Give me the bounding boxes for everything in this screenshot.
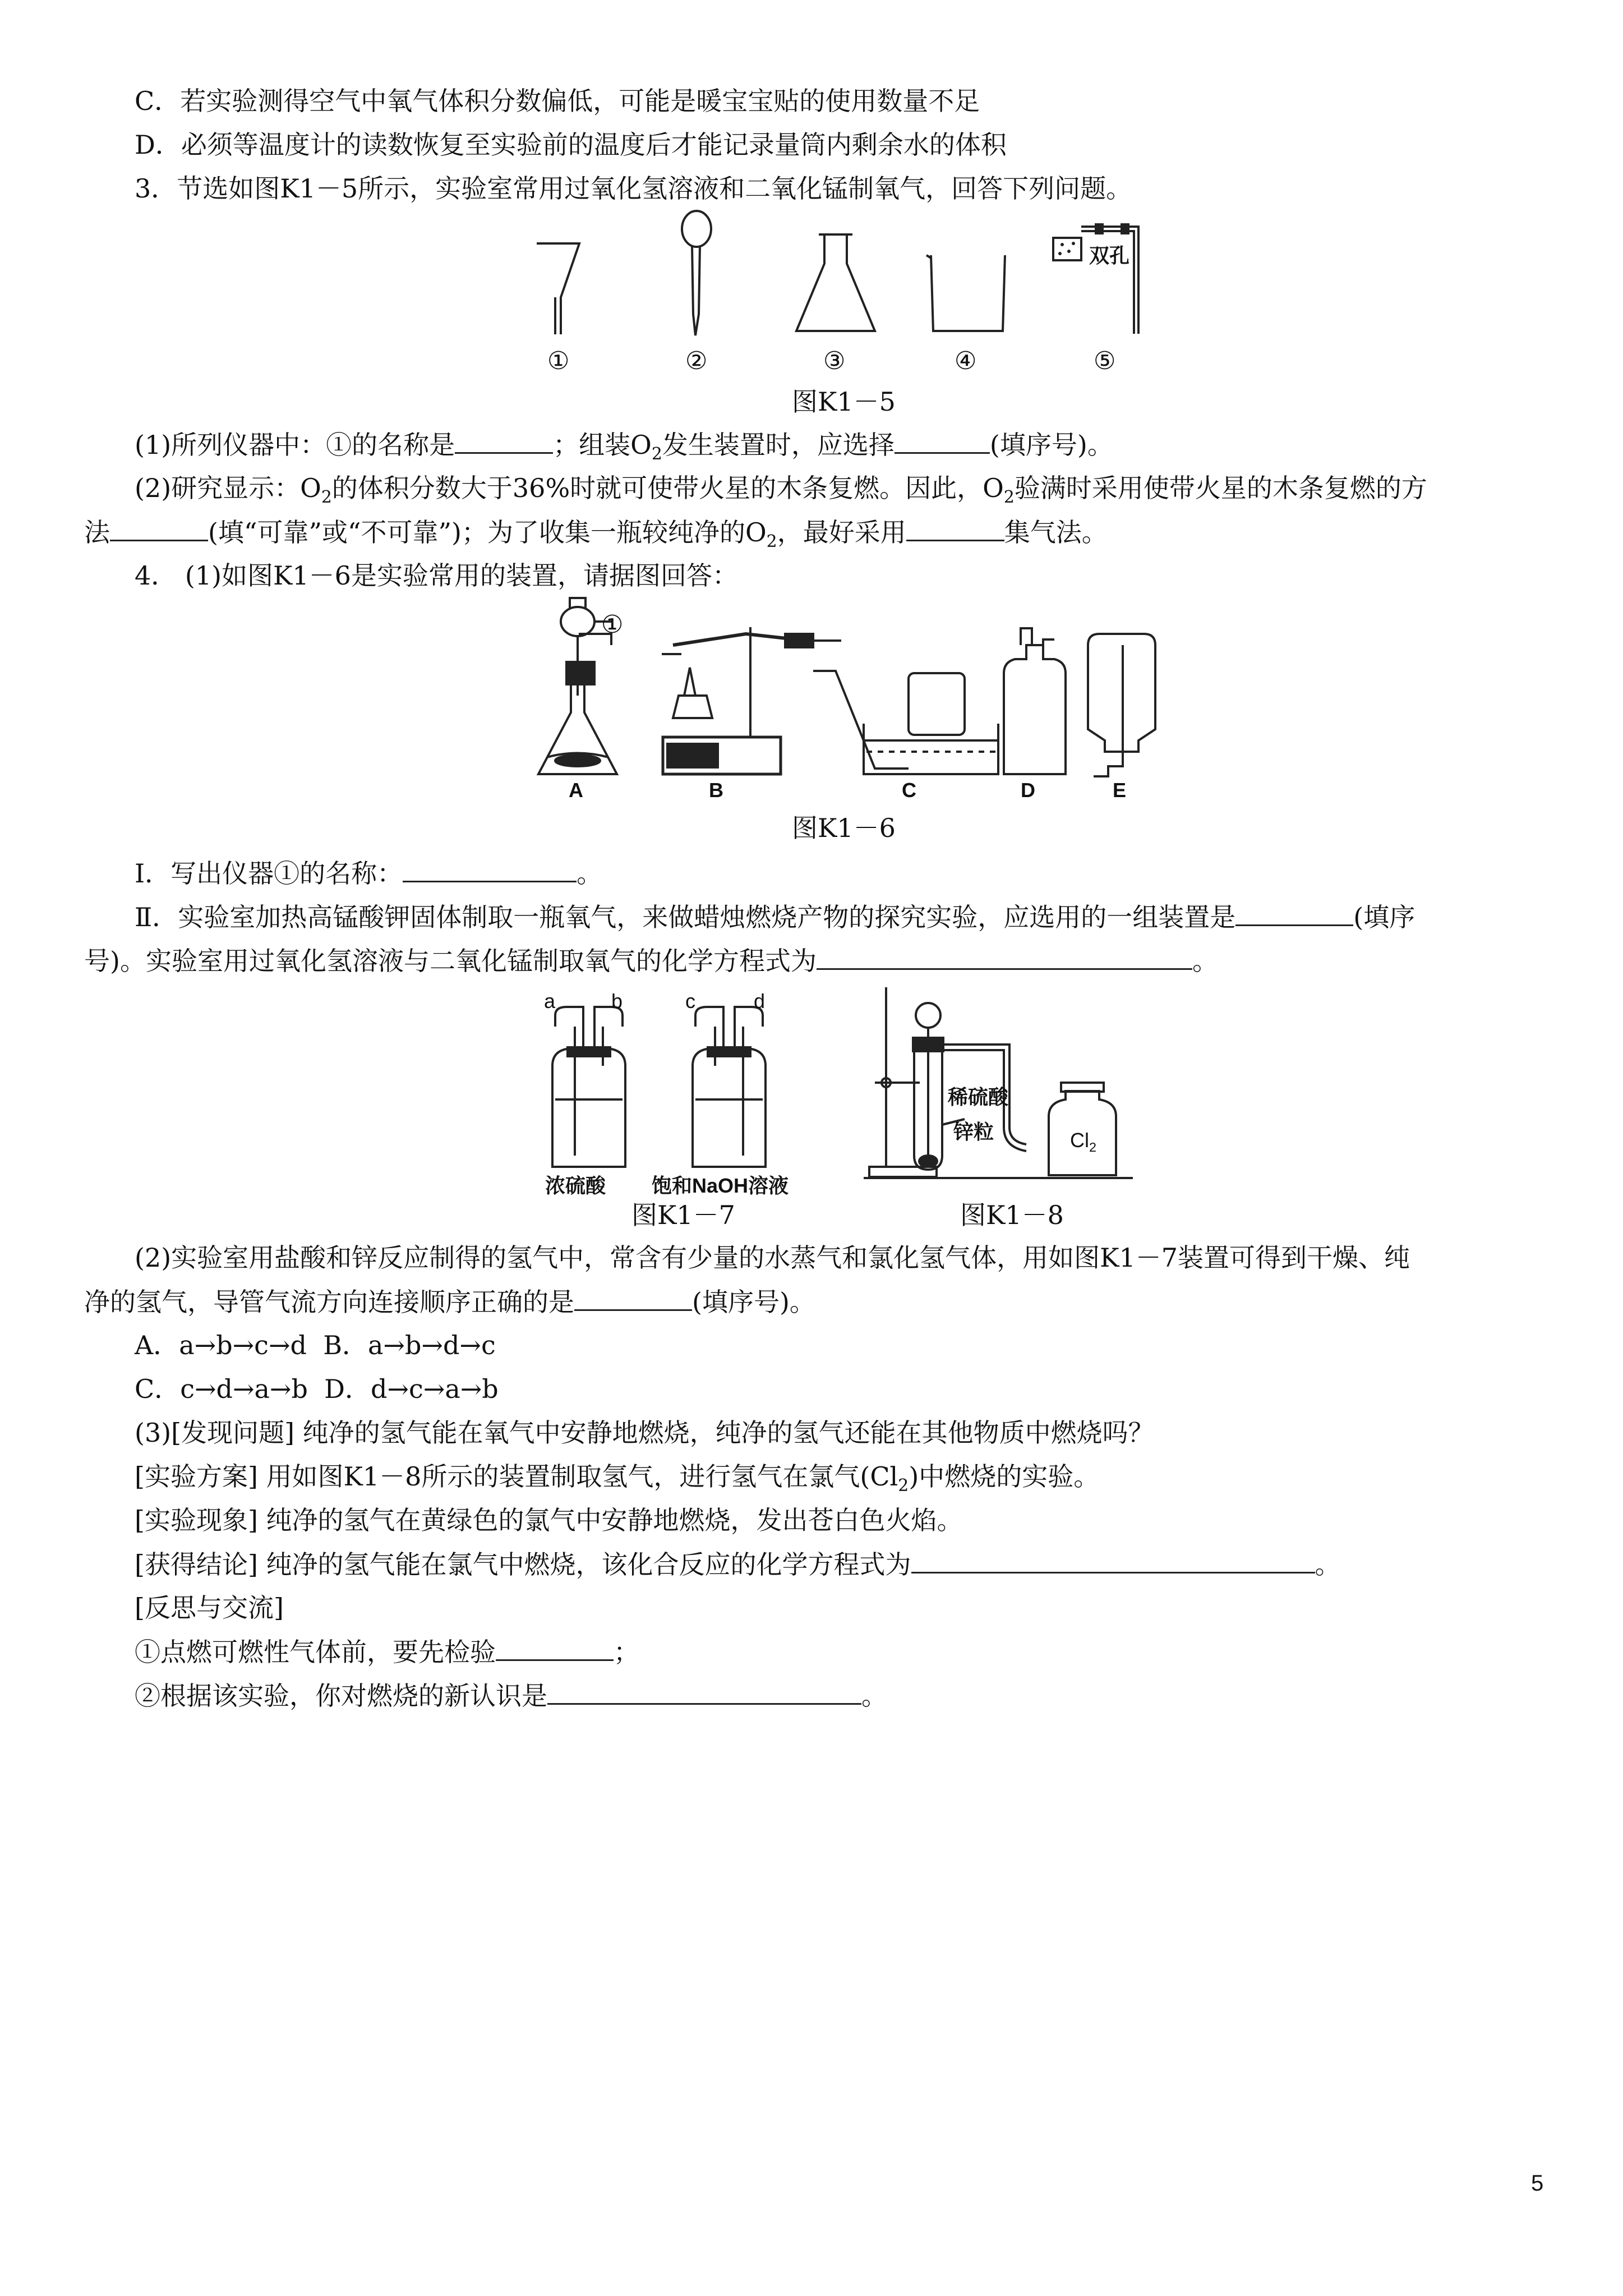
fig7-caption: 图K1－7 bbox=[631, 1200, 735, 1230]
q4-3-plan-a: [实验方案] 用如图K1－8所示的装置制取氢气，进行氢气在氯气(Cl bbox=[135, 1461, 898, 1492]
question-3-stem: 3．节选如图K1－5所示，实验室常用过氧化氢溶液和二氧化锰制氧气，回答下列问题。 bbox=[135, 173, 1132, 204]
q4-I-text-a: Ⅰ．写出仪器①的名称： bbox=[135, 858, 403, 889]
subscript: 2 bbox=[766, 532, 777, 552]
q4-II-text-d: 。 bbox=[1192, 946, 1218, 976]
fig7-port-d: d bbox=[754, 990, 766, 1013]
fig7-port-c: c bbox=[685, 990, 695, 1013]
answer-blank[interactable] bbox=[574, 1285, 692, 1311]
fig6-letter-e: E bbox=[1113, 779, 1127, 802]
fig6-letter-a: A bbox=[569, 779, 583, 802]
q4-3-item1-b: ； bbox=[614, 1637, 639, 1667]
option-a: A．a→b→c→d bbox=[135, 1330, 307, 1360]
question-4-part-3-phenomenon: [实验现象] 纯净的氢气在黄绿色的氯气中安静地燃烧，发出苍白色火焰。 bbox=[135, 1505, 963, 1535]
question-4-part-2-line1: (2)实验室用盐酸和锌反应制得的氢气中，常含有少量的水蒸气和氯化氢气体，用如图K1－7装置可得到干燥、纯 bbox=[135, 1243, 1410, 1273]
q4-2-text-b: 净的氢气，导管气流方向连接顺序正确的是 bbox=[84, 1287, 574, 1317]
answer-blank[interactable] bbox=[496, 1635, 614, 1661]
q3-1-text-c: 发生装置时，应选择 bbox=[662, 430, 895, 460]
q3-2-text-f: ，最好采用 bbox=[777, 517, 906, 547]
q4-3-item2-a: ②根据该实验，你对燃烧的新认识是 bbox=[135, 1681, 547, 1711]
q3-2-text-d: 法 bbox=[84, 517, 110, 547]
fig7-bottle-label-1: 浓硫酸 bbox=[545, 1174, 606, 1197]
question-4-part-3-conclusion bbox=[135, 1547, 1341, 1581]
options-cd bbox=[135, 1372, 499, 1406]
question-4-part-3-item1 bbox=[135, 1635, 639, 1669]
question-4-part-3-item2 bbox=[135, 1678, 887, 1713]
fig8-label-cl2 bbox=[1070, 1129, 1096, 1155]
q3-2-text-b: 的体积分数大于36%时就可使带火星的木条复燃。因此，O bbox=[331, 473, 1004, 503]
fig7-port-a: a bbox=[544, 990, 556, 1013]
fig8-caption: 图K1－8 bbox=[960, 1200, 1064, 1230]
fig8-label-acid: 稀硫酸 bbox=[948, 1085, 1009, 1108]
q4-II-text-a: Ⅱ．实验室加热高锰酸钾固体制取一瓶氧气，来做蜡烛燃烧产物的探究实验，应选用的一组装置是 bbox=[135, 902, 1236, 932]
answer-blank[interactable] bbox=[911, 1547, 1315, 1573]
fig6-letter-b: B bbox=[709, 779, 723, 802]
options-ab bbox=[135, 1328, 496, 1362]
fig6-letter-d: D bbox=[1021, 779, 1035, 802]
q3-2-text-c: 验满时采用使带火星的木条复燃的方 bbox=[1014, 473, 1427, 503]
fig5-number-3: ③ bbox=[823, 347, 846, 375]
subscript: 2 bbox=[1003, 487, 1015, 508]
option-d-line: D．必须等温度计的读数恢复至实验前的温度后才能记录量筒内剩余水的体积 bbox=[135, 130, 1007, 160]
answer-blank[interactable] bbox=[547, 1678, 861, 1705]
q4-3-conclusion-a: [获得结论] 纯净的氢气能在氯气中燃烧，该化合反应的化学方程式为 bbox=[135, 1549, 911, 1580]
fig7-port-b: b bbox=[611, 990, 623, 1013]
option-c: C．c→d→a→b bbox=[135, 1374, 308, 1404]
question-4-part-2-line2 bbox=[84, 1285, 815, 1319]
question-4-part-3-reflection: [反思与交流] bbox=[135, 1593, 284, 1623]
fig5-caption: 图K1－5 bbox=[792, 386, 896, 417]
q3-2-text-e: (填“可靠”或“不可靠”)；为了收集一瓶较纯净的O bbox=[208, 517, 767, 547]
option-c-line: C．若实验测得空气中氧气体积分数偏低，可能是暖宝宝贴的使用数量不足 bbox=[135, 86, 980, 116]
page-number: 5 bbox=[1531, 2171, 1544, 2196]
cl2-symbol: Cl bbox=[1070, 1129, 1089, 1152]
q3-2-text-a: (2)研究显示：O bbox=[135, 473, 321, 503]
q3-2-text-g: 集气法。 bbox=[1004, 517, 1108, 547]
q4-3-item1-a: ①点燃可燃性气体前，要先检验 bbox=[135, 1637, 496, 1667]
q3-1-text-a: (1)所列仪器中：①的名称是 bbox=[135, 430, 455, 460]
cl2-subscript: 2 bbox=[1089, 1140, 1097, 1155]
q3-1-text-d: (填序号)。 bbox=[989, 430, 1113, 460]
q4-II-text-b: (填序 bbox=[1353, 902, 1415, 932]
q4-I-text-b: 。 bbox=[577, 858, 603, 889]
fig5-number-2: ② bbox=[685, 347, 708, 375]
fig6-letter-c: C bbox=[902, 779, 916, 802]
q4-3-item2-b: 。 bbox=[861, 1681, 887, 1711]
fig8-label-zinc: 锌粒 bbox=[953, 1120, 994, 1143]
fig5-stopper-label: 双孔 bbox=[1089, 244, 1130, 267]
q4-II-text-c: 号)。实验室用过氧化氢溶液与二氧化锰制取氧气的化学方程式为 bbox=[84, 946, 817, 976]
question-4-part-3-discover: (3)[发现问题] 纯净的氢气能在氧气中安静地燃烧，纯净的氢气还能在其他物质中燃烧吗？ bbox=[135, 1418, 1154, 1448]
fig6-caption: 图K1－6 bbox=[792, 813, 896, 843]
fig5-number-1: ① bbox=[547, 347, 570, 375]
subscript: 2 bbox=[898, 1476, 909, 1496]
fig5-number-5: ⑤ bbox=[1094, 347, 1116, 375]
q4-2-text-c: (填序号)。 bbox=[692, 1287, 815, 1317]
fig7-bottle-label-2: 饱和NaOH溶液 bbox=[652, 1174, 789, 1197]
subscript: 2 bbox=[651, 444, 662, 464]
q4-3-conclusion-b: 。 bbox=[1315, 1549, 1341, 1580]
question-4-part-3-plan bbox=[135, 1460, 1099, 1503]
q3-1-text-b: ；组装O bbox=[553, 430, 652, 460]
question-4-stem: 4． (1)如图K1－6是实验常用的装置，请据图回答： bbox=[135, 560, 738, 591]
option-b: B．a→b→d→c bbox=[323, 1330, 496, 1360]
subscript: 2 bbox=[321, 487, 332, 508]
option-d: D．d→c→a→b bbox=[324, 1374, 499, 1404]
fig5-number-4: ④ bbox=[955, 347, 977, 375]
q4-3-plan-b: )中燃烧的实验。 bbox=[909, 1461, 1100, 1492]
fig6-circle-label: ① bbox=[601, 610, 624, 639]
